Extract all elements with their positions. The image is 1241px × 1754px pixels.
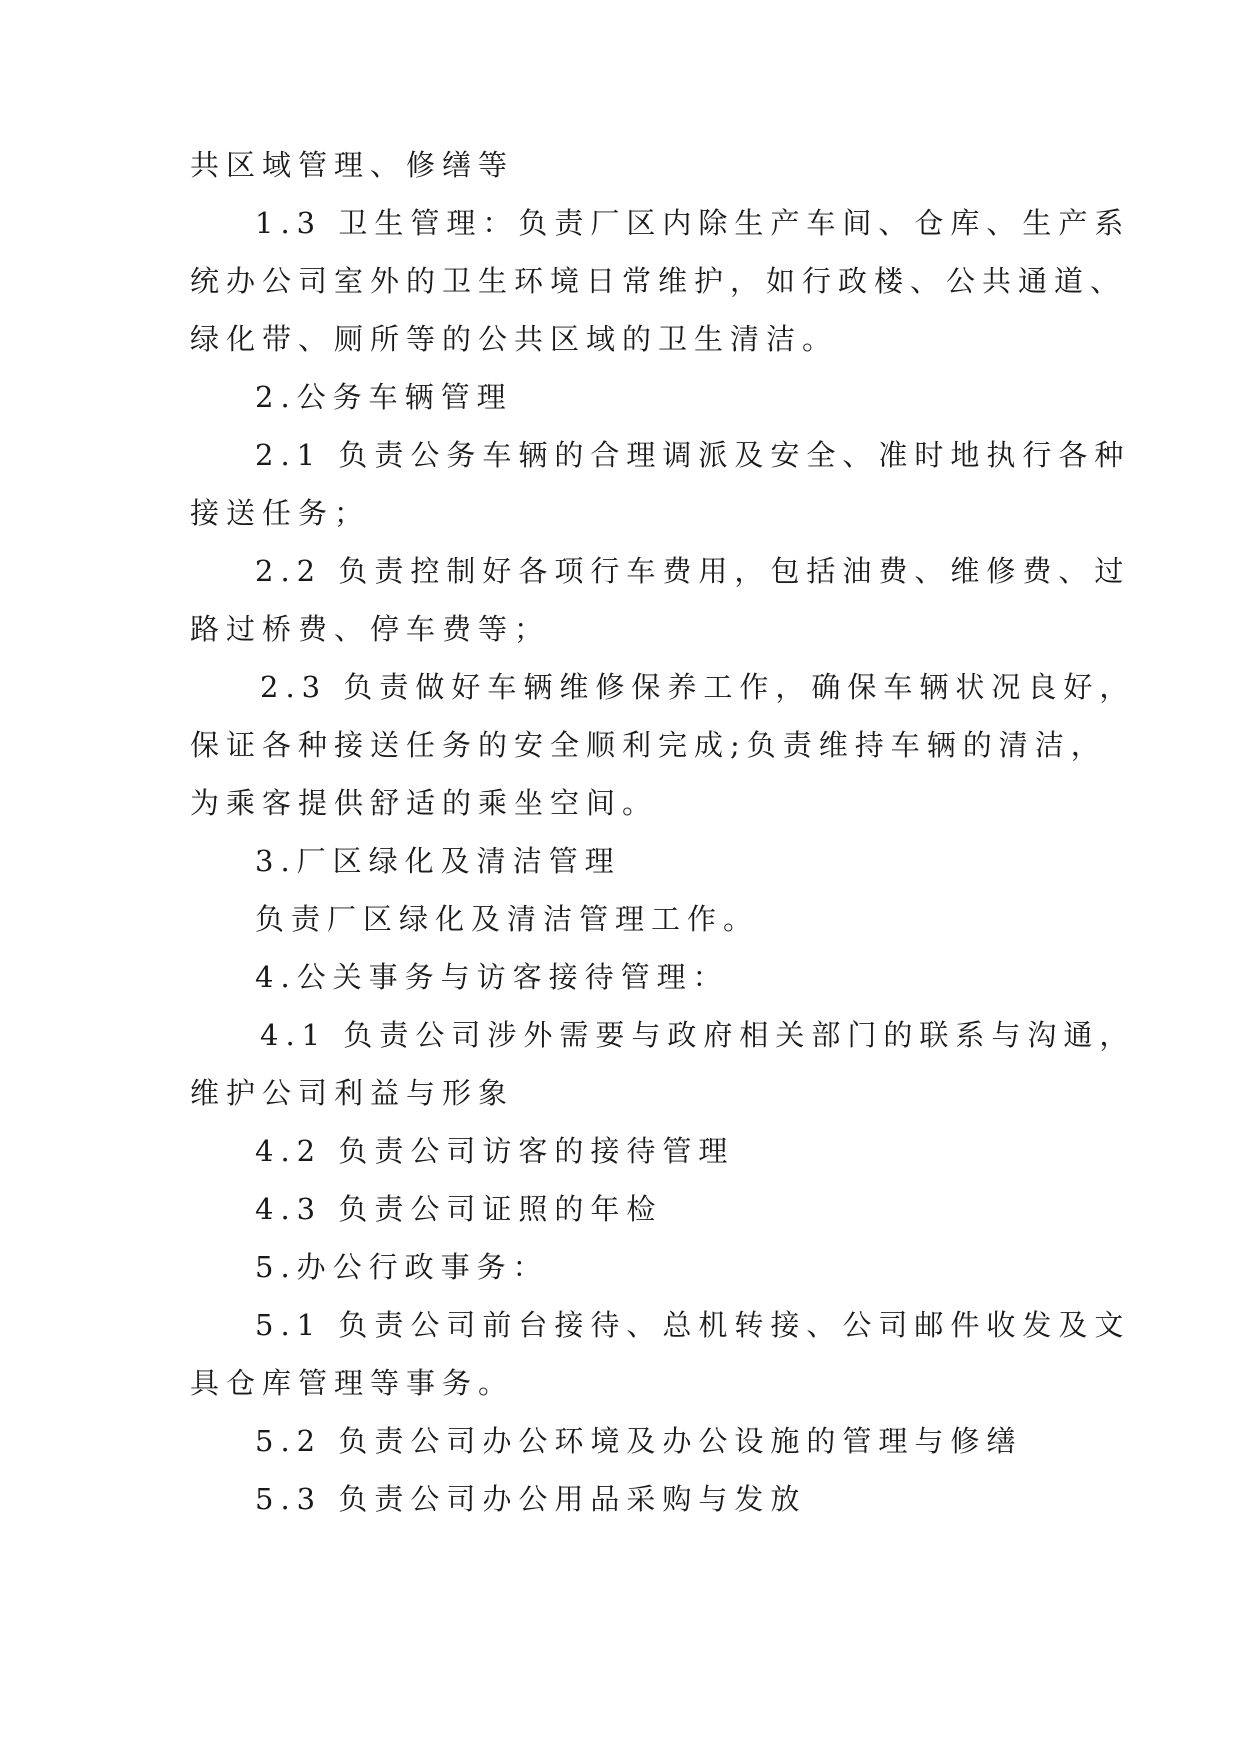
text-line: 5.3 负责公司办公用品采购与发放 [255, 1482, 807, 1516]
text-line: 4.1 负责公司涉外需要与政府相关部门的联系与沟通， [260, 1018, 1136, 1052]
text-line: 具仓库管理等事务。 [190, 1366, 515, 1400]
text-line: 共区域管理、修缮等 [190, 148, 515, 182]
section-heading: 5.办公行政事务： [255, 1250, 549, 1284]
text-line: 接送任务； [190, 496, 371, 530]
text-line: 5.2 负责公司办公环境及办公设施的管理与修缮 [255, 1424, 1023, 1458]
text-line: 维护公司利益与形象 [190, 1076, 515, 1110]
section-heading: 3.厂区绿化及清洁管理 [255, 844, 621, 878]
text-line: 5.1 负责公司前台接待、总机转接、公司邮件收发及文 [255, 1308, 1131, 1342]
text-line: 2.3 负责做好车辆维修保养工作，确保车辆状况良好， [260, 670, 1136, 704]
text-line: 2.1 负责公务车辆的合理调派及安全、准时地执行各种 [255, 438, 1131, 472]
text-line: 绿化带、厕所等的公共区域的卫生清洁。 [190, 322, 839, 356]
section-heading: 2.公务车辆管理 [255, 380, 513, 414]
text-line: 4.3 负责公司证照的年检 [255, 1192, 663, 1226]
text-line: 4.2 负责公司访客的接待管理 [255, 1134, 735, 1168]
text-line: 路过桥费、停车费等； [190, 612, 551, 646]
text-line: 1.3 卫生管理：负责厂区内除生产车间、仓库、生产系 [255, 206, 1131, 240]
section-heading: 4.公关事务与访客接待管理： [255, 960, 729, 994]
text-line: 负责厂区绿化及清洁管理工作。 [255, 902, 760, 936]
text-line: 统办公司室外的卫生环境日常维护，如行政楼、公共通道、 [190, 264, 1127, 298]
text-line: 保证各种接送任务的安全顺利完成;负责维持车辆的清洁， [190, 728, 1107, 762]
text-line: 2.2 负责控制好各项行车费用，包括油费、维修费、过 [255, 554, 1131, 588]
text-line: 为乘客提供舒适的乘坐空间。 [190, 786, 659, 820]
